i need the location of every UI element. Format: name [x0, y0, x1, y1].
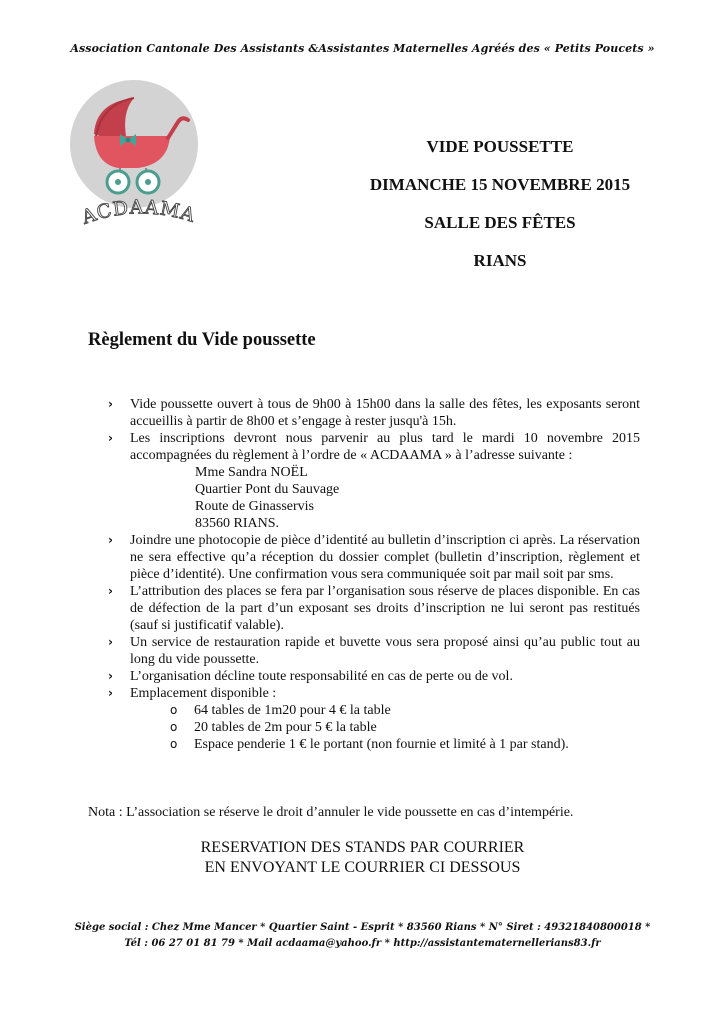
circle-bullet-icon: o [170, 737, 178, 751]
logo-text: ACDAAMA [79, 196, 199, 229]
rule-text: L’organisation décline toute responsabilité en cas de perte ou de vol. [130, 669, 513, 684]
spot-item [170, 736, 640, 753]
reservation-line: RESERVATION DES STANDS PAR COURRIER [200, 839, 525, 856]
rules-list [108, 396, 640, 753]
address-line: Mme Sandra NOËL [195, 465, 308, 480]
event-venue: SALLE DES FÊTES [424, 213, 576, 232]
event-info [330, 134, 670, 286]
spot-item [170, 702, 640, 719]
rule-item [108, 634, 640, 668]
rule-item [108, 583, 640, 634]
reservation-line: EN ENVOYANT LE COURRIER CI DESSOUS [204, 859, 521, 876]
spot-list [130, 702, 640, 753]
rule-text: Un service de restauration rapide et buvette vous sera proposé ainsi qu’au public tout au long du vide poussette. [130, 635, 640, 667]
spot-text: Espace penderie 1 € le portant (non fournie et limité à 1 par stand). [194, 737, 569, 752]
rule-text: Emplacement disponible : [130, 686, 277, 701]
circle-bullet-icon: o [170, 720, 178, 734]
weather-note: Nota : L’association se réserve le droit d’annuler le vide poussette en cas d’intempérie. [88, 805, 574, 820]
postal-address [130, 464, 640, 532]
rule-item [108, 396, 640, 430]
reservation-notice [0, 838, 725, 878]
rule-text: Les inscriptions devront nous parvenir au plus tard le mardi 10 novembre 2015 accompagnées du règlement à l’ordre de « ACDAAMA » à l’adresse suivante : [130, 431, 640, 463]
acdaama-logo [62, 74, 212, 244]
event-town: RIANS [473, 251, 527, 270]
footer-contact-line: Tél : 06 27 01 81 79 * Mail acdaama@yahoo.fr * http://assistantematernellerians83.fr [124, 938, 601, 949]
spot-text: 64 tables de 1m20 pour 4 € la table [194, 703, 391, 718]
bullet-icon: › [108, 686, 113, 700]
address-line: Route de Ginasservis [195, 499, 314, 514]
address-line: Quartier Pont du Sauvage [195, 482, 340, 497]
bullet-icon: › [108, 431, 113, 445]
bullet-icon: › [108, 397, 113, 411]
bullet-icon: › [108, 584, 113, 598]
rule-item [108, 532, 640, 583]
association-header: Association Cantonale Des Assistants &Assistantes Maternelles Agréés des « Petits Poucets » [70, 42, 655, 55]
rule-item [108, 685, 640, 753]
footer-address: Siège social : Chez Mme Mancer * Quartier Saint - Esprit * 83560 Rians * N° Siret : 49321840800018 * [74, 922, 651, 933]
bullet-icon: › [108, 635, 113, 649]
circle-bullet-icon: o [170, 703, 178, 717]
rule-item [108, 668, 640, 685]
event-date: DIMANCHE 15 NOVEMBRE 2015 [369, 175, 631, 194]
stroller-logo-icon [62, 74, 212, 244]
rule-item [108, 430, 640, 532]
spot-text: 20 tables de 2m pour 5 € la table [194, 720, 377, 735]
rules-title: Règlement du Vide poussette [88, 330, 316, 350]
footer-contact [0, 920, 725, 952]
rule-text: Vide poussette ouvert à tous de 9h00 à 15h00 dans la salle des fêtes, les exposants seront accueillis à partir de 8h00 et s’engage à rester jusqu'à 15h. [130, 397, 640, 429]
address-line: 83560 RIANS. [195, 516, 280, 531]
rule-text: Joindre une photocopie de pièce d’identité au bulletin d’inscription ci après. La réservation ne sera effective qu’a réception du dossier complet (bulletin d’inscription, règlement et pièce d’identité). Une confirmation vous sera communiquée soit par mail soit par sms. [130, 533, 640, 582]
event-name: VIDE POUSSETTE [426, 137, 574, 156]
bullet-icon: › [108, 669, 113, 683]
rule-text: L’attribution des places se fera par l’organisation sous réserve de places disponible. En cas de défection de la part d’un exposant ses droits d’inscription ne lui seront pas restitués (sauf si justificatif valable). [130, 584, 640, 633]
bullet-icon: › [108, 533, 113, 547]
spot-item [170, 719, 640, 736]
